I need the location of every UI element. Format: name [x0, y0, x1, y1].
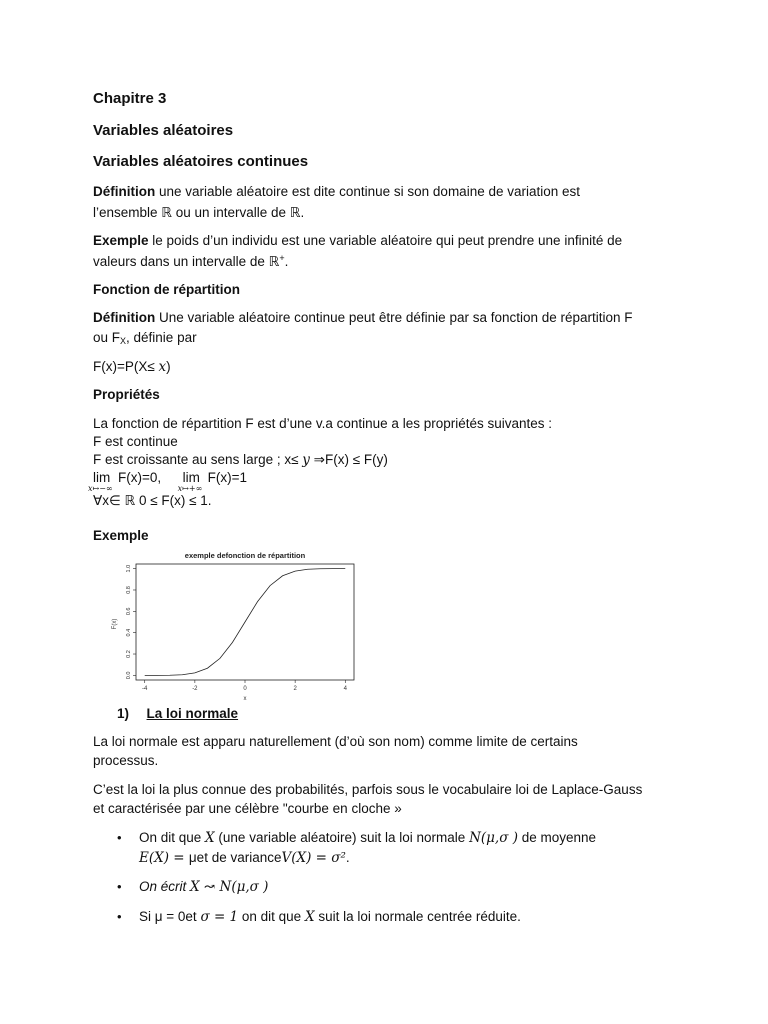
math: (μ,σ ): [231, 879, 269, 895]
formula-variable: x: [158, 359, 167, 375]
limit-value: F(x)=1: [203, 470, 248, 485]
section-number: 1): [117, 706, 130, 721]
limit-2: [177, 470, 203, 493]
math: E: [139, 850, 149, 866]
example-1: [93, 233, 622, 248]
normal-law-title: La loi normale: [146, 706, 239, 721]
limit-value: F(x)=0,: [114, 470, 162, 485]
example-2-heading: Exemple: [93, 528, 149, 543]
definition-text: une variable aléatoire est dite continue si son domaine de variation est: [155, 184, 581, 199]
definition-2: [93, 310, 633, 325]
x-tick-label: 4: [343, 686, 347, 692]
math: (μ,σ ): [480, 830, 518, 846]
properties-heading: Propriétés: [93, 387, 160, 402]
normal-paragraph-2: C’est la loi la plus connue des probabilités, parfois sous le vocabulaire loi de Laplace-Gauss: [93, 782, 643, 797]
text: ou F: [93, 330, 121, 345]
chart-title: exemple defonction de répartition: [184, 551, 306, 560]
definition-1-line2: l’ensemble ℝ ou un intervalle de ℝ.: [93, 205, 305, 220]
math: (X) =: [148, 850, 189, 866]
formula-text: F(x)=P(X≤: [93, 359, 159, 374]
cdf-line: [145, 569, 346, 676]
example-label: Exemple: [93, 233, 149, 248]
text: Si μ = 0et: [139, 909, 201, 924]
lim-word: lim: [93, 470, 111, 485]
normal-paragraph-1-line2: processus.: [93, 753, 159, 768]
text: de moyenne: [517, 830, 597, 845]
property-increasing: [93, 452, 388, 468]
text: (une variable aléatoire) suit la loi normale: [214, 830, 470, 845]
example-text-2: valeurs dans un intervalle de ℝ: [93, 254, 280, 269]
formula-repartition: [93, 359, 171, 375]
example-text: le poids d’un individu est une variable aléatoire qui peut prendre une infinité de: [148, 233, 623, 248]
definition-2-line2: [93, 330, 197, 346]
limit-1: [88, 470, 113, 493]
period: .: [284, 254, 289, 269]
text: On dit que: [139, 830, 206, 845]
normal-paragraph-1: La loi normale est apparu naturellement (d’où son nom) comme limite de certains: [93, 734, 578, 749]
properties-intro: La fonction de répartition F est d’une v.a continue a les propriétés suivantes :: [93, 416, 553, 431]
math: (X) = σ²: [291, 850, 346, 866]
bullet-1-line2: [139, 850, 350, 866]
x-tick-label: 2: [293, 686, 297, 692]
bullet-1-line1: [139, 830, 596, 846]
subscript-x: X: [120, 336, 127, 346]
formula-end: ): [166, 359, 171, 374]
math: X ↝ N: [190, 879, 232, 895]
property-limits: [88, 470, 248, 493]
y-tick-label: 0.2: [126, 650, 132, 658]
repartition-heading: Fonction de répartition: [93, 282, 240, 297]
repartition-chart: [110, 548, 370, 702]
math: V: [281, 850, 292, 866]
y-tick-label: 0.0: [126, 671, 132, 680]
y-tick-label: 0.8: [126, 586, 132, 594]
bullet-2: [139, 879, 268, 895]
x-tick-label: 0: [243, 686, 247, 692]
variable-y: y: [302, 452, 310, 468]
lim-subscript: x↦−∞: [88, 484, 113, 493]
bullet-icon: •: [117, 909, 122, 924]
definition-text: Une variable aléatoire continue peut être définie par sa fonction de répartition F: [155, 310, 633, 325]
text: suit la loi normale centrée réduite.: [314, 909, 521, 924]
x-tick-label: -4: [142, 686, 148, 692]
bullet-icon: •: [117, 830, 122, 845]
text: F est croissante au sens large ; x≤: [93, 452, 303, 467]
section-heading: Variables aléatoires: [93, 122, 234, 139]
text: .: [345, 850, 350, 865]
math: N: [469, 830, 481, 846]
text: On écrit: [139, 879, 191, 894]
normal-paragraph-2-line2: et caractérisée par une célèbre "courbe en cloche »: [93, 801, 402, 816]
math: X: [205, 830, 215, 846]
text: on dit que: [238, 909, 305, 924]
x-axis-label: x: [243, 696, 247, 702]
lim-word: lim: [182, 470, 200, 485]
y-tick-label: 0.6: [126, 607, 132, 616]
definition-label: Définition: [93, 310, 156, 325]
math: X: [304, 909, 315, 925]
lim-subscript: x↦+∞: [177, 484, 203, 493]
text: ⇒F(x) ≤ F(y): [309, 452, 388, 467]
y-tick-label: 0.4: [126, 628, 132, 637]
definition-1: [93, 184, 580, 199]
chapter-title: Chapitre 3: [93, 90, 167, 107]
text: , définie par: [126, 330, 197, 345]
x-tick-label: -2: [192, 686, 198, 692]
superscript-plus: +: [279, 253, 285, 263]
bullet-3: [139, 909, 521, 925]
definition-label: Définition: [93, 184, 156, 199]
property-continuous: F est continue: [93, 434, 178, 449]
example-1-line2: [93, 253, 288, 270]
text: μet de variance: [188, 850, 282, 865]
math: σ = 1: [200, 909, 239, 925]
subsection-heading: Variables aléatoires continues: [93, 153, 309, 170]
property-bounds: ∀x∈ ℝ 0 ≤ F(x) ≤ 1.: [93, 493, 212, 508]
y-tick-label: 1.0: [126, 564, 132, 573]
normal-law-heading: [117, 706, 238, 721]
bullet-icon: •: [117, 879, 122, 894]
y-axis-label: F(x): [112, 618, 118, 630]
